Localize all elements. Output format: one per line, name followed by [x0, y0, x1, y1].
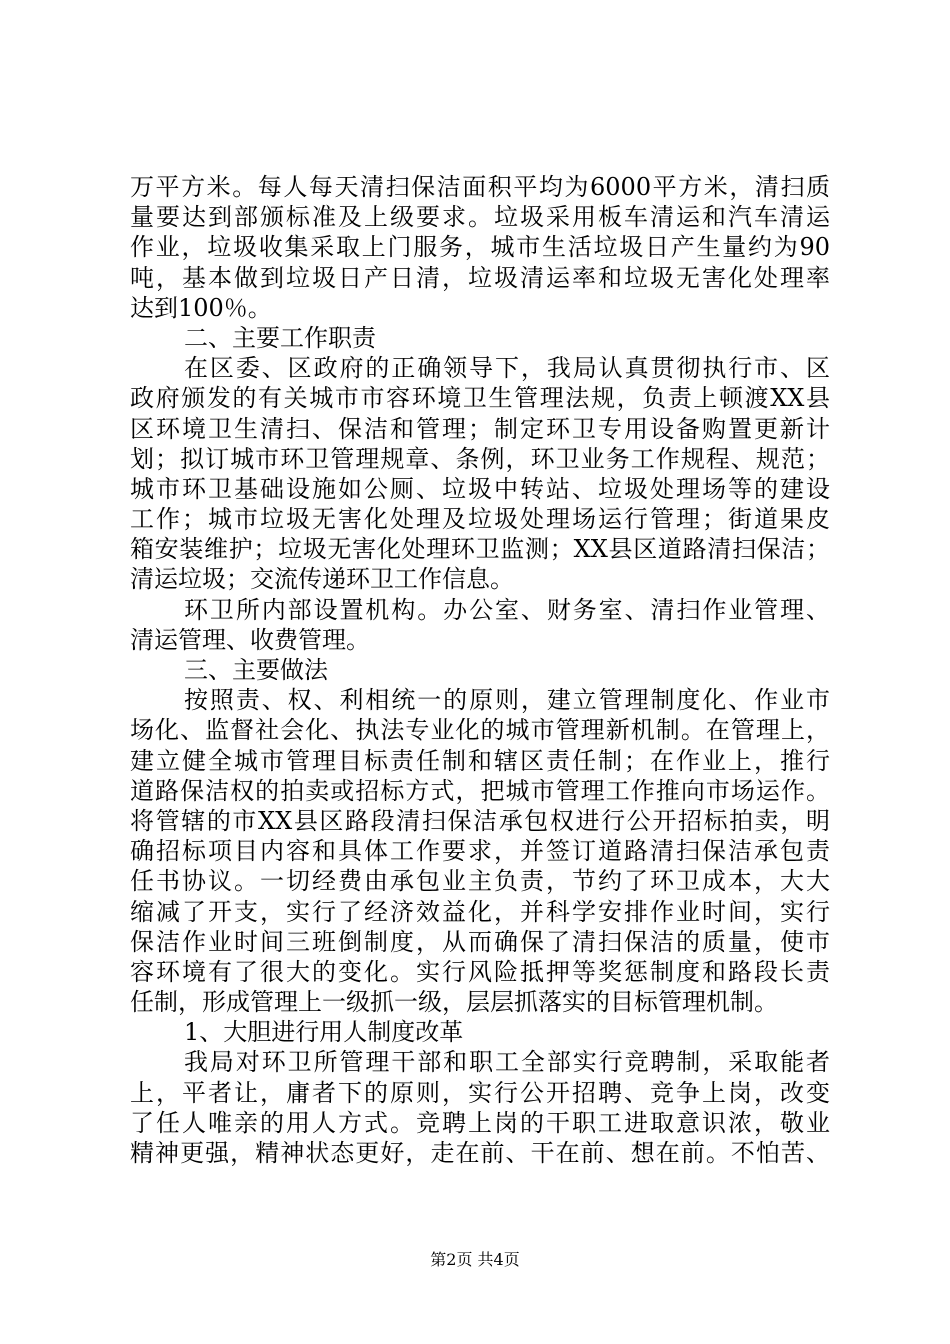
text-line: 清运垃圾；交流传递环卫工作信息。	[130, 565, 514, 594]
text-line: 容环境有了很大的变化。实行风险抵押等奖惩制度和路段长责	[130, 957, 830, 986]
text-line: 我局对环卫所管理干部和职工全部实行竞聘制，采取能者	[184, 1048, 830, 1077]
document-body	[130, 172, 830, 1168]
text-line: 场化、监督社会化、执法专业化的城市管理新机制。在管理上，	[130, 716, 830, 745]
text-line: 建立健全城市管理目标责任制和辖区责任制；在作业上，推行	[130, 746, 830, 775]
text-line: 区环境卫生清扫、保洁和管理；制定环卫专用设备购置更新计	[130, 414, 830, 443]
text-line: 箱安装维护；垃圾无害化处理环卫监测；XX县区道路清扫保洁；	[130, 535, 830, 564]
text-line: 缩减了开支，实行了经济效益化，并科学安排作业时间，实行	[130, 897, 830, 926]
text-line: 清运管理、收费管理。	[130, 625, 370, 654]
text-line: 二、主要工作职责	[184, 323, 376, 352]
text-line: 任书协议。一切经费由承包业主负责，节约了环卫成本，大大	[130, 867, 830, 896]
text-line: 工作；城市垃圾无害化处理及垃圾处理场运行管理；街道果皮	[130, 505, 830, 534]
text-line: 政府颁发的有关城市市容环境卫生管理法规，负责上顿渡XX县	[130, 384, 830, 413]
text-line: 环卫所内部设置机构。办公室、财务室、清扫作业管理、	[184, 595, 830, 624]
text-line: 保洁作业时间三班倒制度，从而确保了清扫保洁的质量，使市	[130, 927, 830, 956]
paragraph	[130, 685, 830, 1017]
text-line: 任制，形成管理上一级抓一级，层层抓落实的目标管理机制。	[130, 988, 778, 1017]
text-line: 三、主要做法	[184, 656, 328, 684]
page-footer	[0, 1250, 950, 1270]
text-line: 精神更强，精神状态更好，走在前、干在前、想在前。不怕苦、	[130, 1139, 830, 1167]
text-line: 道路保洁权的拍卖或招标方式，把城市管理工作推向市场运作。	[130, 776, 830, 805]
text-line: 城市环卫基础设施如公厕、垃圾中转站、垃圾处理场等的建设	[130, 474, 830, 503]
text-line: 量要达到部颁标准及上级要求。垃圾采用板车清运和汽车清运	[130, 203, 830, 232]
text-line: 1、大胆进行用人制度改革	[184, 1018, 464, 1047]
text-line: 万平方米。每人每天清扫保洁面积平均为6000平方米，清扫质	[130, 173, 830, 201]
paragraph	[130, 172, 830, 323]
section-heading	[130, 1017, 830, 1047]
text-line: 在区委、区政府的正确领导下，我局认真贯彻执行市、区	[184, 354, 830, 383]
text-line: 作业，垃圾收集采取上门服务，城市生活垃圾日产生量约为90	[130, 233, 830, 262]
section-heading	[130, 655, 830, 685]
paragraph	[130, 1047, 830, 1168]
paragraph	[130, 595, 830, 655]
text-line: 确招标项目内容和具体工作要求，并签订道路清扫保洁承包责	[130, 837, 830, 866]
text-line: 吨，基本做到垃圾日产日清，垃圾清运率和垃圾无害化处理率	[130, 263, 830, 292]
section-heading	[130, 323, 830, 353]
text-line: 了任人唯亲的用人方式。竞聘上岗的干职工进取意识浓，敬业	[130, 1108, 830, 1137]
paragraph	[130, 353, 830, 595]
text-line: 按照责、权、利相统一的原则，建立管理制度化、作业市	[184, 686, 830, 715]
page-number: 第2页 共4页	[430, 1250, 520, 1269]
text-line: 划；拟订城市环卫管理规章、条例，环卫业务工作规程、规范；	[130, 444, 830, 473]
text-line: 将管辖的市XX县区路段清扫保洁承包权进行公开招标拍卖，明	[130, 806, 830, 835]
text-line: 达到100％。	[130, 293, 272, 322]
text-line: 上，平者让，庸者下的原则，实行公开招聘、竞争上岗，改变	[130, 1078, 830, 1107]
